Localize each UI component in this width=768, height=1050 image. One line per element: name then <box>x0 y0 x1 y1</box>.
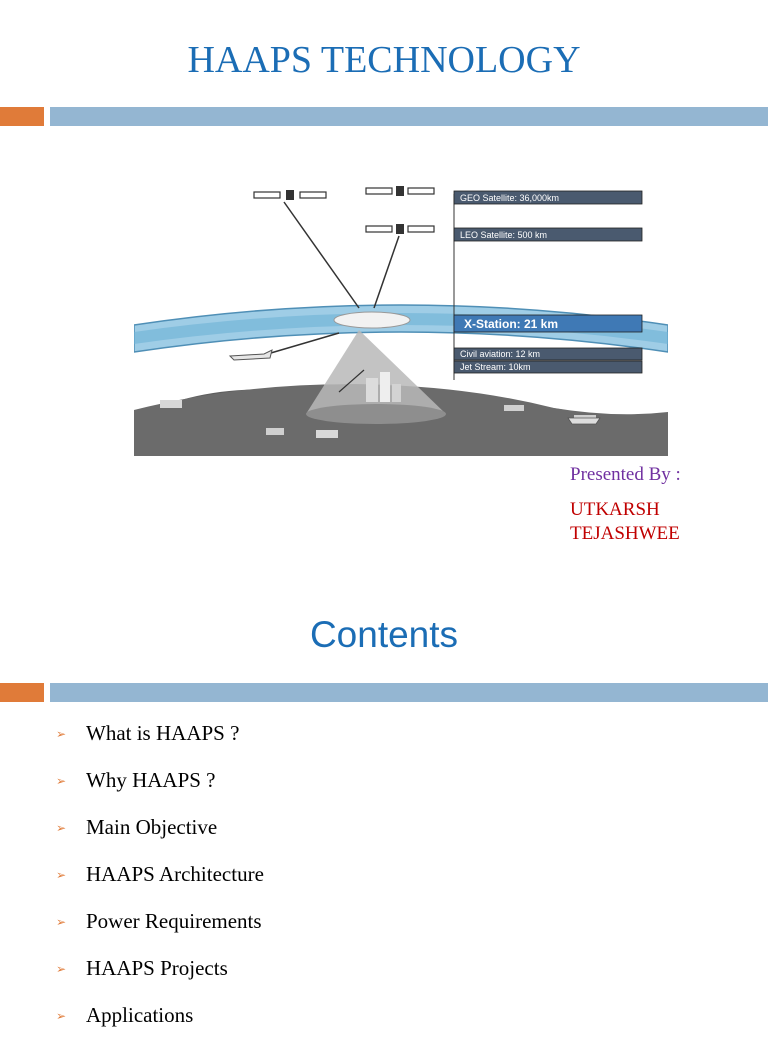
label-civil-aviation: Civil aviation: 12 km <box>460 349 541 359</box>
label-leo: LEO Satellite: 500 km <box>460 230 548 240</box>
haaps-altitude-diagram <box>134 180 668 456</box>
label-geo: GEO Satellite: 36,000km <box>460 193 560 203</box>
label-jet-stream: Jet Stream: 10km <box>460 362 531 372</box>
list-item <box>56 768 264 815</box>
list-item-label: HAAPS Projects <box>86 956 228 980</box>
list-item <box>56 815 264 862</box>
list-item-label: Main Objective <box>86 815 218 839</box>
geo-satellite-icon <box>254 190 326 200</box>
author-name-line-1: UTKARSH <box>570 499 660 520</box>
arrow-bullet-icon: ➢ <box>56 727 67 741</box>
list-item <box>56 909 264 956</box>
divider-accent-orange <box>0 107 44 126</box>
presented-by-label: Presented By : <box>570 464 681 485</box>
list-item <box>56 956 264 1003</box>
arrow-bullet-icon: ➢ <box>56 962 67 976</box>
arrow-bullet-icon: ➢ <box>56 868 67 882</box>
divider-accent-orange <box>0 683 44 702</box>
list-item <box>56 862 264 909</box>
list-item-label: Applications <box>86 1003 194 1027</box>
arrow-bullet-icon: ➢ <box>56 915 67 929</box>
arrow-bullet-icon: ➢ <box>56 1009 67 1023</box>
title-divider-bar <box>0 107 768 126</box>
contents-heading: Contents <box>309 614 459 655</box>
geo-satellite-icon-2 <box>366 186 434 196</box>
slide-contents <box>0 574 768 1027</box>
list-item <box>56 1003 264 1050</box>
list-item-label: Power Requirements <box>86 909 262 933</box>
label-x-station: X-Station: 21 km <box>464 317 559 331</box>
arrow-bullet-icon: ➢ <box>56 774 67 788</box>
arrow-bullet-icon: ➢ <box>56 821 67 835</box>
list-item-label: Why HAAPS ? <box>86 768 216 792</box>
contents-divider-bar <box>0 683 768 702</box>
list-item <box>56 721 264 768</box>
list-item-label: HAAPS Architecture <box>86 862 264 886</box>
list-item-label: What is HAAPS ? <box>86 721 240 745</box>
slide-title-heading: HAAPS TECHNOLOGY <box>187 39 581 81</box>
divider-accent-blue <box>50 107 768 126</box>
divider-accent-blue <box>50 683 768 702</box>
contents-list <box>56 721 264 1050</box>
author-name-line-2: TEJASHWEE <box>570 523 680 544</box>
leo-satellite-icon <box>366 224 434 234</box>
author-name <box>570 498 680 546</box>
